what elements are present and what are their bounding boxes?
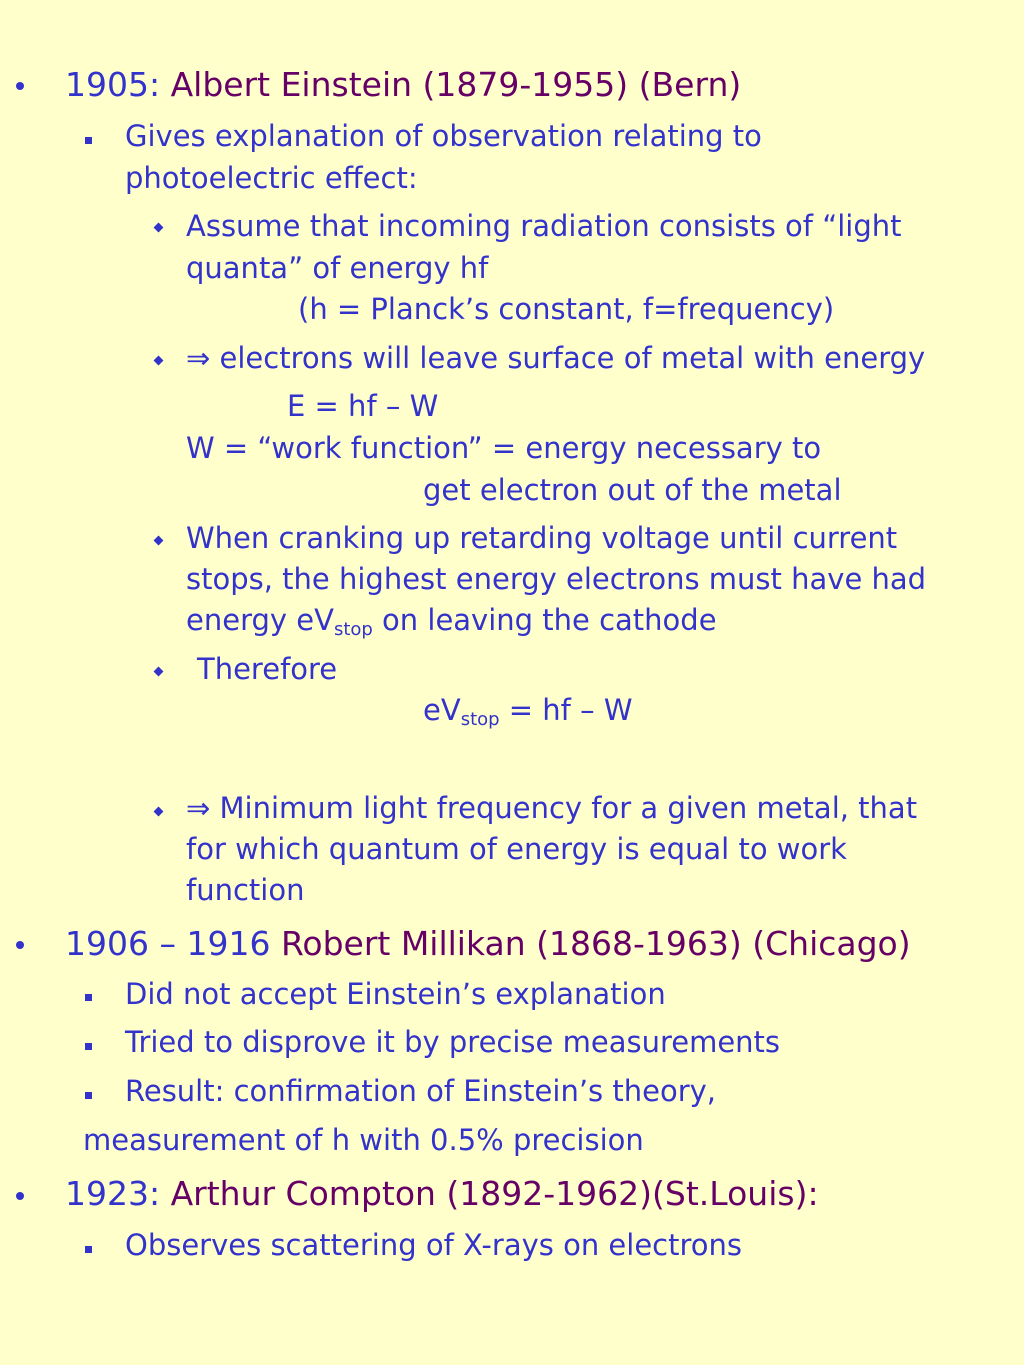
einstein-point-line: stops, the highest energy electrons must have had <box>186 562 927 596</box>
point-text: energy eV <box>186 603 334 637</box>
definition-line: get electron out of the metal <box>423 473 842 507</box>
bullet-dot <box>16 1192 24 1200</box>
bullet-dot <box>16 82 24 90</box>
definition-line: W = “work function” = energy necessary to <box>186 431 822 465</box>
compton-year: 1923: <box>65 1174 171 1213</box>
einstein-point-line: quanta” of energy hf <box>186 251 489 285</box>
einstein-year: 1905: <box>65 65 171 104</box>
bullet-square <box>85 137 92 144</box>
einstein-point-line <box>186 791 918 825</box>
point-text: Minimum light frequency for a given metal, that <box>210 791 918 825</box>
therefore-label: Therefore <box>197 652 338 686</box>
millikan-year: 1906 – 1916 <box>65 924 281 963</box>
compton-item: Observes scattering of X-rays on electrons <box>125 1228 742 1262</box>
einstein-point-line: Assume that incoming radiation consists of “light <box>186 209 902 243</box>
bullet-square <box>85 1043 92 1050</box>
bullet-square <box>85 994 92 1001</box>
einstein-point-line <box>186 341 926 375</box>
point-text: electrons will leave surface of metal with energy <box>210 341 926 375</box>
einstein-point-line: (h = Planck’s constant, f=frequency) <box>298 292 835 326</box>
millikan-heading <box>65 924 911 963</box>
millikan-item: Result: confirmation of Einstein’s theory, <box>125 1074 717 1108</box>
einstein-point-line: function <box>186 873 305 907</box>
einstein-point-line: for which quantum of energy is equal to work <box>186 832 847 866</box>
bullet-square <box>85 1092 92 1099</box>
bullet-diamond <box>154 536 164 546</box>
subscript: stop <box>460 709 500 730</box>
millikan-item: Did not accept Einstein’s explanation <box>125 977 666 1011</box>
equation: E = hf – W <box>287 389 439 423</box>
einstein-point-line: When cranking up retarding voltage until current <box>186 521 898 555</box>
millikan-name: Robert Millikan (1868-1963) (Chicago) <box>280 924 911 963</box>
einstein-heading <box>65 65 742 104</box>
einstein-sub-line: Gives explanation of observation relating to <box>125 119 762 153</box>
bullet-diamond <box>154 356 164 366</box>
einstein-name: Albert Einstein (1879-1955) (Bern) <box>170 65 742 104</box>
compton-heading <box>65 1174 819 1213</box>
bullet-diamond <box>154 807 164 817</box>
einstein-sub-line: photoelectric effect: <box>125 161 418 195</box>
bullet-dot <box>16 941 24 949</box>
equation-text: eV <box>423 693 461 727</box>
equation <box>423 693 633 730</box>
bullet-diamond <box>154 223 164 233</box>
compton-name: Arthur Compton (1892-1962)(St.Louis): <box>170 1174 819 1213</box>
equation-text: = hf – W <box>499 693 633 727</box>
bullet-diamond <box>154 667 164 677</box>
implies-arrow: ⇒ <box>186 341 211 375</box>
millikan-continuation: measurement of h with 0.5% precision <box>83 1123 644 1157</box>
implies-arrow: ⇒ <box>186 791 211 825</box>
einstein-point-line <box>186 603 717 640</box>
bullet-square <box>85 1246 92 1253</box>
millikan-item: Tried to disprove it by precise measurements <box>125 1025 781 1059</box>
subscript: stop <box>333 619 373 640</box>
point-text: on leaving the cathode <box>372 603 717 637</box>
